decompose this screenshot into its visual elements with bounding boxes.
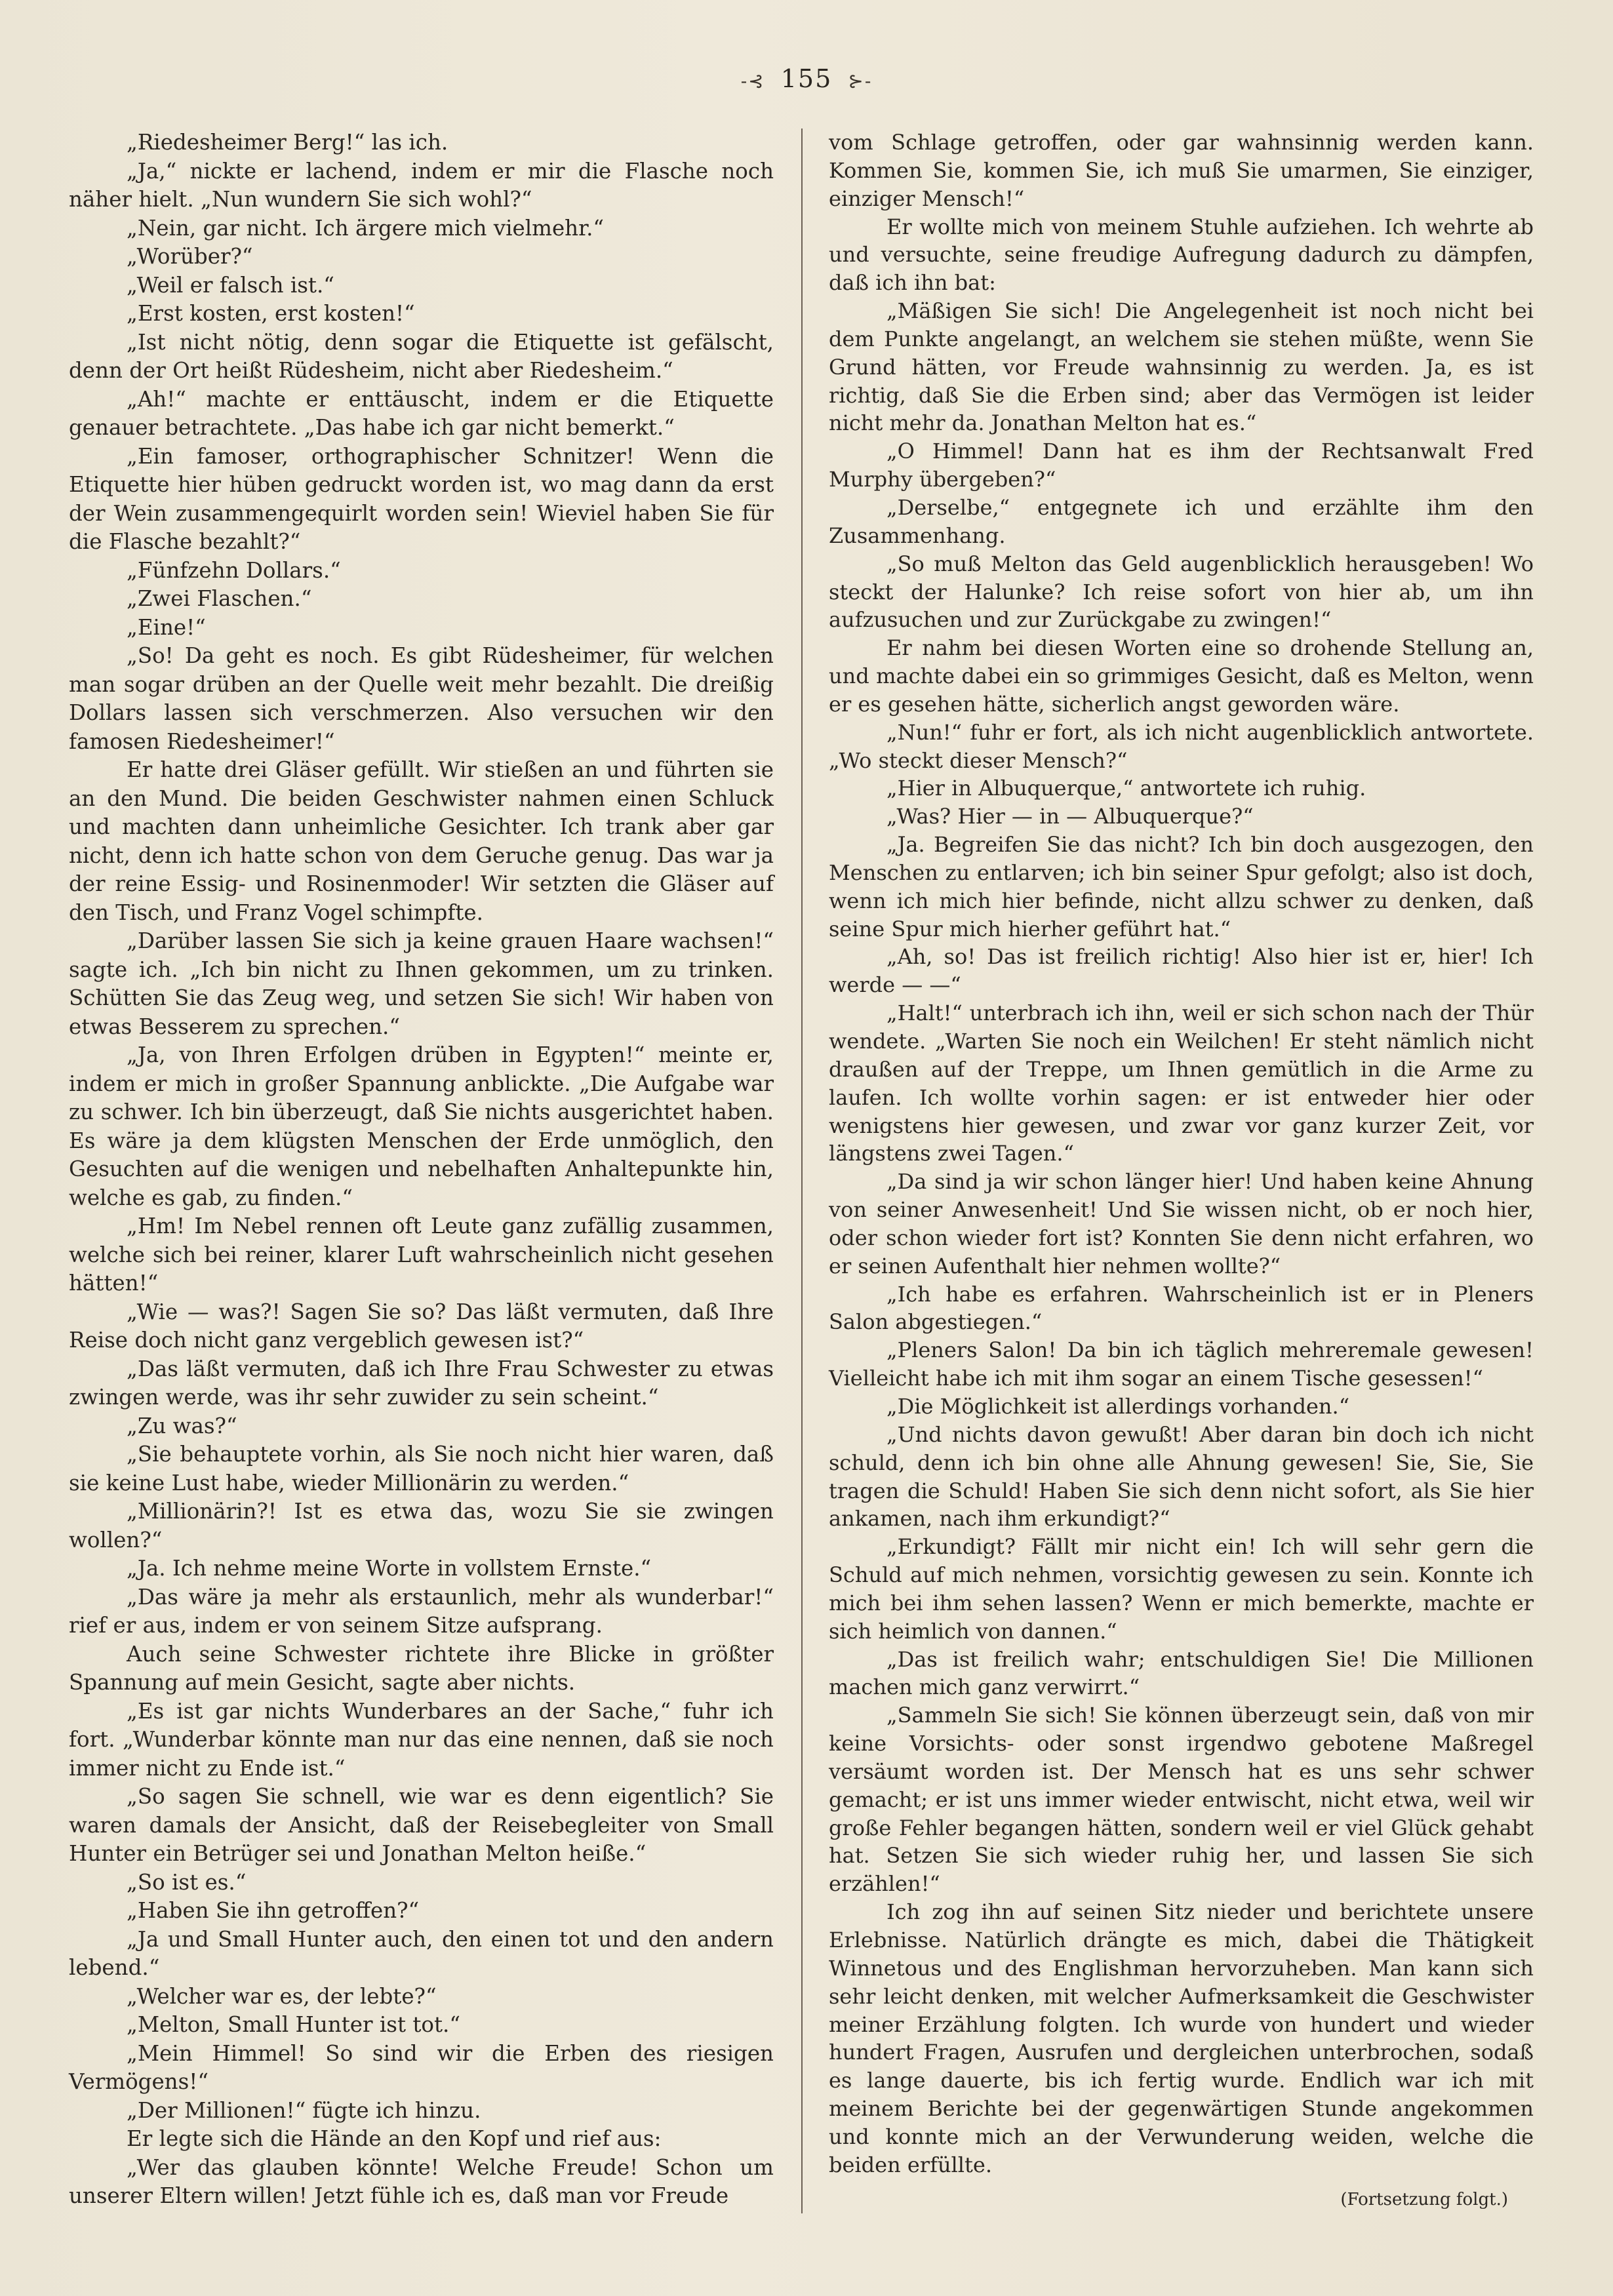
- paragraph: „So sagen Sie schnell, wie war es denn eigentlich? Sie waren damals der Ansicht, daß der Reisebegleiter von Small Hunter ein Betrüger sei und Jonathan Melton heiße.“: [69, 1784, 774, 1866]
- page-number: 155: [780, 64, 833, 93]
- paragraph: „Wer das glauben könnte! Welche Freude! Schon um unserer Eltern willen! Jetzt fühle ich es, daß man vor Freude: [69, 2154, 774, 2208]
- right-column: [829, 129, 1534, 2179]
- paragraph: „Melton, Small Hunter ist tot.“: [127, 2012, 461, 2037]
- paragraph: „Die Möglichkeit ist allerdings vorhanden.“: [886, 1393, 1350, 1419]
- paragraph: „Nun!“ fuhr er fort, als ich nicht augenblicklich antwortete. „Wo steckt dieser Mensch?“: [829, 719, 1534, 773]
- continuation-note: (Fortsetzung folgt.): [1340, 2190, 1508, 2209]
- paragraph: „Ah, so! Das ist freilich richtig! Also hier ist er, hier! Ich werde — —“: [829, 944, 1534, 998]
- paragraph: „Was? Hier — in — Albuquerque?“: [886, 804, 1254, 829]
- paragraph: „Welcher war es, der lebte?“: [127, 1983, 437, 2009]
- paragraph: „Ja und Small Hunter auch, den einen tot und den andern lebend.“: [69, 1926, 774, 1980]
- paragraph: „So! Da geht es noch. Es gibt Rüdesheimer, für welchen man sogar drüben an der Quelle weit mehr bezahlt. Die dreißig Dollars lassen sich verschmerzen. Also versuchen wir den famosen Riedesheimer!“: [69, 643, 774, 754]
- paragraph: „Worüber?“: [127, 244, 253, 269]
- paragraph: „Eine!“: [127, 614, 206, 640]
- paragraph: „Darüber lassen Sie sich ja keine grauen Haare wachsen!“ sagte ich. „Ich bin nicht zu Ihnen gekommen, um zu trinken. Schütten Sie das Zeug weg, und setzen Sie sich! Wir haben von etwas Besserem zu sprechen.“: [69, 928, 774, 1039]
- paragraph: „Fünfzehn Dollars.“: [127, 557, 341, 583]
- paragraph: „Halt!“ unterbrach ich ihn, weil er sich schon nach der Thür wendete. „Warten Sie noch ein Weilchen! Er steht nämlich nicht draußen auf der Treppe, um Ihnen gemütlich in die Arme zu laufen. Ich wollte vorhin sagen: er ist entweder hier oder wenigstens hier gewesen, und zwar vor ganz kurzer Zeit, vor längstens zwei Tagen.“: [829, 1000, 1534, 1166]
- paragraph: „Es ist gar nichts Wunderbares an der Sache,“ fuhr ich fort. „Wunderbar könnte man nur das eine nennen, daß sie noch immer nicht zu Ende ist.“: [69, 1698, 774, 1781]
- paragraph: „Nein, gar nicht. Ich ärgere mich vielmehr.“: [127, 215, 605, 241]
- paragraph: „Sammeln Sie sich! Sie können überzeugt sein, daß von mir keine Vorsichts- oder sonst irgendwo gebotene Maßregel versäumt worden ist. Der Mensch hat es uns sehr schwer gemacht; er ist uns immer wieder entwischt, nicht etwa, weil wir große Fehler begangen hätten, sondern weil er viel Glück gehabt hat. Setzen Sie sich wieder ruhig her, und lassen Sie sich erzählen!“: [829, 1703, 1534, 1897]
- paragraph: „Wie — was?! Sagen Sie so? Das läßt vermuten, daß Ihre Reise doch nicht ganz vergeblich gewesen ist?“: [69, 1299, 774, 1353]
- paragraph: „Derselbe,“ entgegnete ich und erzählte ihm den Zusammenhang.: [829, 494, 1534, 548]
- paragraph: „Das wäre ja mehr als erstaunlich, mehr als wunderbar!“ rief er aus, indem er von seinem Sitze aufsprang.: [69, 1584, 774, 1638]
- paragraph: „Zwei Flaschen.“: [127, 586, 312, 611]
- paragraph: „Weil er falsch ist.“: [127, 272, 334, 298]
- paragraph: „Ist nicht nötig, denn sogar die Etiquette ist gefälscht, denn der Ort heißt Rüdesheim, nicht aber Riedesheim.“: [69, 329, 774, 383]
- paragraph: „Ah!“ machte er enttäuscht, indem er die Etiquette genauer betrachtete. „Das habe ich gar nicht bemerkt.“: [69, 386, 774, 440]
- column-divider: [801, 129, 803, 2213]
- paragraph: „Der Millionen!“ fügte ich hinzu.: [127, 2097, 481, 2123]
- paragraph: „Zu was?“: [127, 1413, 237, 1438]
- paragraph: „Pleners Salon! Da bin ich täglich mehreremale gewesen! Vielleicht habe ich mit ihm sogar an einem Tische gesessen!“: [829, 1337, 1534, 1391]
- paragraph: „Millionärin?! Ist es etwa das, wozu Sie sie zwingen wollen?“: [69, 1499, 774, 1553]
- paragraph: „Das läßt vermuten, daß ich Ihre Frau Schwester zu etwas zwingen werde, was ihr sehr zuwider zu sein scheint.“: [69, 1356, 774, 1410]
- ornament-left-icon: -⊰: [740, 70, 765, 92]
- page-header: [0, 64, 1613, 93]
- paragraph: vom Schlage getroffen, oder gar wahnsinnig werden kann. Kommen Sie, kommen Sie, ich muß Sie umarmen, Sie einziger, einziger Mensch!“: [829, 130, 1534, 211]
- paragraph: „Mäßigen Sie sich! Die Angelegenheit ist noch nicht bei dem Punkte angelangt, an welchem sie stehen müßte, wenn Sie Grund hätten, vor Freude wahnsinnig zu werden. Ja, es ist richtig, daß Sie die Erben sind; aber das Vermögen ist leider nicht mehr da. Jonathan Melton hat es.“: [829, 298, 1534, 436]
- paragraph: „Ja, von Ihren Erfolgen drüben in Egypten!“ meinte er, indem er mich in großer Spannung anblickte. „Die Aufgabe war zu schwer. Ich bin überzeugt, daß Sie nichts ausgerichtet haben. Es wäre ja dem klügsten Menschen der Erde unmöglich, den Gesuchten auf die wenigen und nebelhaften Anhaltepunkte hin, welche es gab, zu finden.“: [69, 1042, 774, 1210]
- paragraph: „O Himmel! Dann hat es ihm der Rechtsanwalt Fred Murphy übergeben?“: [829, 439, 1534, 492]
- paragraph: „So ist es.“: [127, 1869, 247, 1895]
- paragraph: „Hier in Albuquerque,“ antwortete ich ruhig.: [886, 776, 1366, 801]
- paragraph: „Ja. Ich nehme meine Worte in vollstem Ernste.“: [127, 1556, 652, 1581]
- paragraph: „Erst kosten, erst kosten!“: [127, 301, 415, 326]
- paragraph: „Da sind ja wir schon länger hier! Und haben keine Ahnung von seiner Anwesenheit! Und Sie wissen nicht, ob er noch hier, oder schon wieder fort ist? Konnten Sie denn nicht erfahren, wo er seinen Aufenthalt hier nehmen wollte?“: [829, 1169, 1534, 1278]
- paragraph: Er hatte drei Gläser gefüllt. Wir stießen an und führten sie an den Mund. Die beiden Geschwister nahmen einen Schluck und machten dann unheimliche Gesichter. Ich trank aber gar nicht, denn ich hatte schon von dem Geruche genug. Das war ja der reine Essig- und Rosinenmoder! Wir setzten die Gläser auf den Tisch, und Franz Vogel schimpfte.: [69, 757, 774, 925]
- paragraph: „Ich habe es erfahren. Wahrscheinlich ist er in Pleners Salon abgestiegen.“: [829, 1281, 1534, 1335]
- paragraph: „Mein Himmel! So sind wir die Erben des riesigen Vermögens!“: [69, 2040, 774, 2094]
- paragraph: Auch seine Schwester richtete ihre Blicke in größter Spannung auf mein Gesicht, sagte aber nichts.: [69, 1641, 774, 1695]
- paragraph: Er legte sich die Hände an den Kopf und rief aus:: [127, 2126, 662, 2151]
- left-column: [69, 129, 774, 2211]
- paragraph: „Ja. Begreifen Sie das nicht? Ich bin doch ausgezogen, den Menschen zu entlarven; ich bin seiner Spur gefolgt; also ist doch, wenn ich mich hier befinde, nicht allzu schwer zu denken, daß seine Spur mich hierher geführt hat.“: [829, 832, 1534, 941]
- paragraph: „Sie behauptete vorhin, als Sie noch nicht hier waren, daß sie keine Lust habe, wieder Millionärin zu werden.“: [69, 1442, 774, 1495]
- paragraph: „Ja,“ nickte er lachend, indem er mir die Flasche noch näher hielt. „Nun wundern Sie sich wohl?“: [69, 158, 774, 212]
- paragraph: „Haben Sie ihn getroffen?“: [127, 1898, 420, 1923]
- paragraph: „Und nichts davon gewußt! Aber daran bin doch ich nicht schuld, denn ich bin ohne alle Ahnung gewesen! Sie, Sie, Sie tragen die Schuld! Haben Sie sich denn nicht sofort, als Sie hier ankamen, nach ihm erkundigt?“: [829, 1421, 1534, 1532]
- paragraph: Er nahm bei diesen Worten eine so drohende Stellung an, und machte dabei ein so grimmiges Gesicht, daß es Melton, wenn er es gesehen hätte, sicherlich angst geworden wäre.: [829, 635, 1534, 717]
- paragraph: „Das ist freilich wahr; entschuldigen Sie! Die Millionen machen mich ganz verwirrt.“: [829, 1646, 1534, 1700]
- paragraph: „Riedesheimer Berg!“ las ich.: [127, 130, 448, 155]
- paragraph: „Ein famoser, orthographischer Schnitzer! Wenn die Etiquette hier hüben gedruckt worden ist, wo mag dann da erst der Wein zusammengequirlt worden sein! Wieviel haben Sie für die Flasche bezahlt?“: [69, 443, 774, 554]
- paragraph: Er wollte mich von meinem Stuhle aufziehen. Ich wehrte ab und versuchte, seine freudige Aufregung dadurch zu dämpfen, daß ich ihn bat:: [829, 214, 1534, 296]
- paragraph: „So muß Melton das Geld augenblicklich herausgeben! Wo steckt der Halunke? Ich reise sofort von hier ab, um ihn aufzusuchen und zur Zurückgabe zu zwingen!“: [829, 551, 1534, 633]
- paragraph: Ich zog ihn auf seinen Sitz nieder und berichtete unsere Erlebnisse. Natürlich drängte es mich, dabei die Thätigkeit Winnetous und des Englishman hervorzuheben. Man kann sich sehr leicht denken, mit welcher Aufmerksamkeit die Geschwister meiner Erzählung folgten. Ich wurde von hundert und wieder hundert Fragen, Ausrufen und dergleichen unterbrochen, sodaß es lange dauerte, bis ich fertig wurde. Endlich war ich mit meinem Berichte bei der gegenwärtigen Stunde angekommen und konnte mich an der Verwunderung weiden, welche die beiden erfüllte.: [829, 1899, 1534, 2177]
- paragraph: „Hm! Im Nebel rennen oft Leute ganz zufällig zusammen, welche sich bei reiner, klarer Luft wahrscheinlich nicht gesehen hätten!“: [69, 1214, 774, 1296]
- paragraph: „Erkundigt? Fällt mir nicht ein! Ich will sehr gern die Schuld auf mich nehmen, vorsichtig gewesen zu sein. Konnte ich mich bei ihm sehen lassen? Wenn er mich bemerkte, machte er sich heimlich von dannen.“: [829, 1534, 1534, 1644]
- ornament-right-icon: ⊱-: [848, 70, 873, 92]
